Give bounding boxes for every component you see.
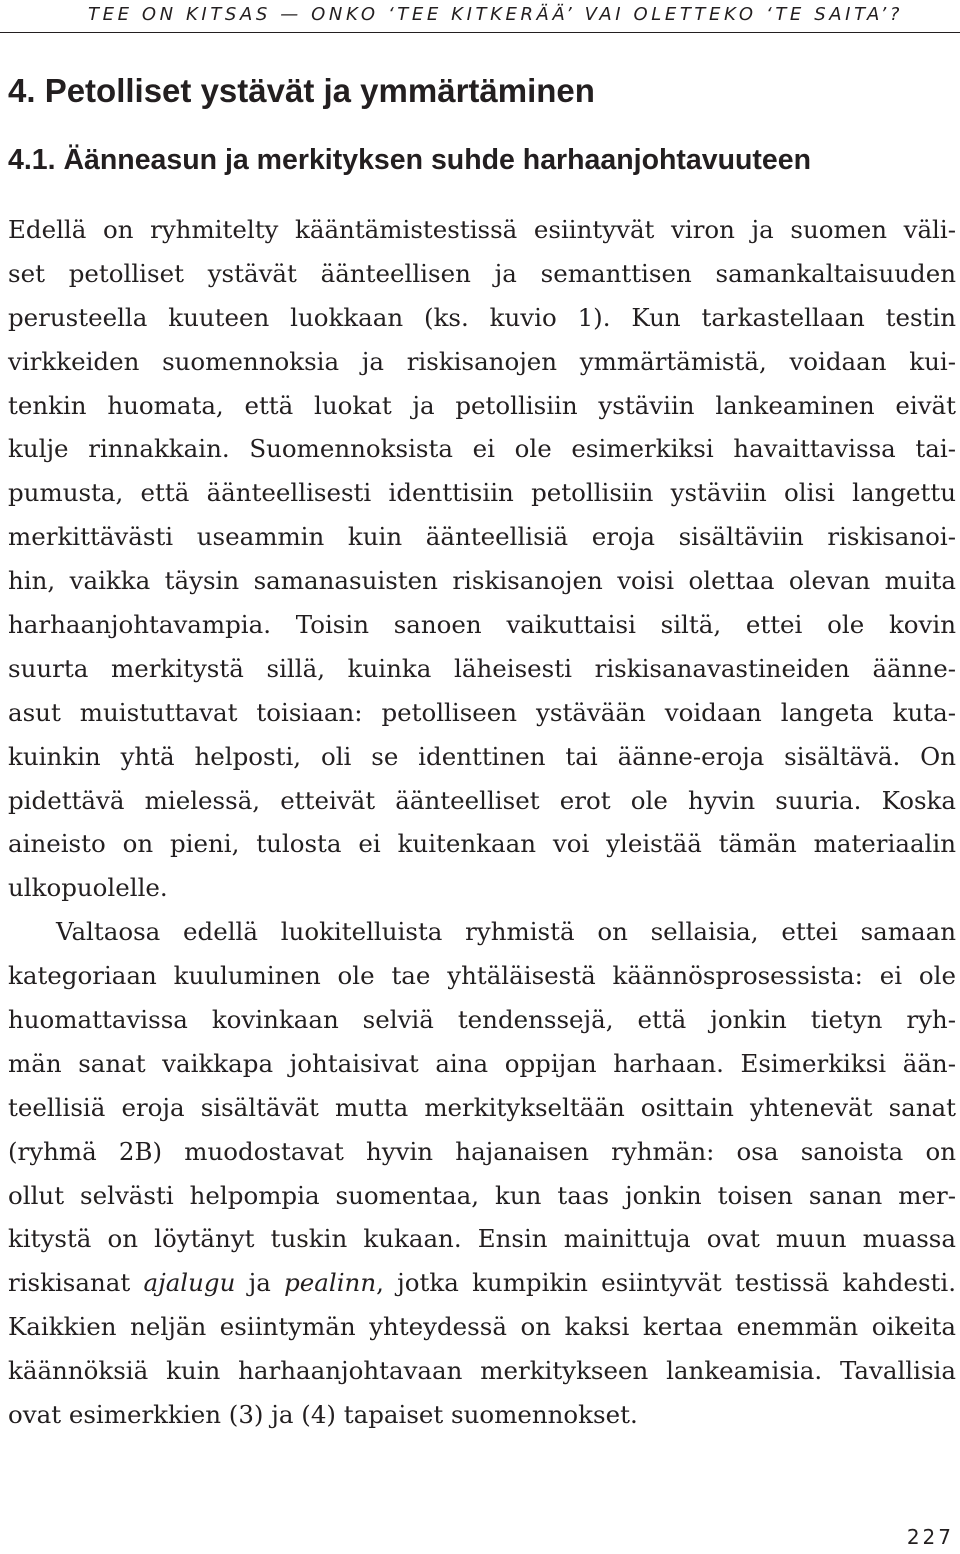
text-line: kategoriaan kuuluminen ole tae yhtäläisestä käännösprosessista: ei ole: [8, 961, 956, 991]
text-line: teellisiä eroja sisältävät mutta merkitykseltään osittain yhtenevät sanat: [8, 1092, 956, 1122]
paragraph-1: [8, 208, 956, 910]
text-line: pidettävä mielessä, etteivät äänteelliset erot ole hyvin suuria. Koska: [8, 785, 956, 815]
italic-term-ajalugu: ajalugu: [143, 1268, 236, 1298]
header-rule: [0, 32, 960, 33]
text-line: ovat esimerkkien (3) ja (4) tapaiset suomennokset.: [8, 1400, 638, 1430]
paragraph-2: [8, 910, 956, 1437]
text-line: Edellä on ryhmitelty kääntämistestissä esiintyvät viron ja suomen väli-: [8, 215, 956, 244]
text-line: merkittävästi useammin kuin äänteellisiä eroja sisältäviin riskisanoi-: [8, 522, 956, 552]
text-line: huomattavissa kovinkaan selviä tendenssejä, että jonkin tietyn ryh-: [8, 1005, 956, 1035]
text-segment: , jotka kumpikin esiintyvät testissä kahdesti.: [376, 1268, 956, 1298]
text-line: (ryhmä 2B) muodostavat hyvin hajanaisen ryhmän: osa sanoista on: [8, 1136, 956, 1166]
text-line: tenkin huomata, että luokat ja petollisiin ystäviin lankeaminen eivät: [8, 390, 956, 420]
text-line: virkkeiden suomennoksia ja riskisanojen ymmärtämistä, voidaan kui-: [8, 346, 956, 376]
text-segment: riskisanat: [8, 1268, 144, 1298]
text-line: kitystä on löytänyt tuskin kukaan. Ensin mainittuja ovat muun muassa: [8, 1224, 956, 1254]
text-line: Valtaosa edellä luokitelluista ryhmistä on sellaisia, ettei samaan: [56, 917, 956, 947]
running-head: TEE ON KITSAS — ONKO ‘TEE KITKERÄÄ’ VAI OLETTEKO ‘TE SAITA’?: [88, 4, 904, 25]
text-line: pumusta, että äänteellisesti identtisiin petollisiin ystäviin olisi langettu: [8, 478, 956, 508]
text-line: män sanat vaikkapa johtaisivat aina oppijan harhaan. Esimerkiksi ään-: [8, 1048, 956, 1078]
text-line: set petolliset ystävät äänteellisen ja semanttisen samankaltaisuuden: [8, 258, 956, 288]
text-line: Kaikkien neljän esiintymän yhteydessä on kaksi kertaa enemmän oikeita: [8, 1312, 956, 1342]
text-line: hin, vaikka täysin samanasuisten riskisanojen voisi olettaa olevan muita: [8, 566, 956, 596]
body-text: [8, 208, 956, 1437]
text-line: perusteella kuuteen luokkaan (ks. kuvio 1). Kun tarkastellaan testin: [8, 302, 956, 332]
section-heading: 4.1. Äänneasun ja merkityksen suhde harhaanjohtavuuteen: [8, 144, 812, 176]
text-line: asut muistuttavat toisiaan: petolliseen ystävään voidaan langeta kuta-: [8, 697, 956, 727]
text-line: kulje rinnakkain. Suomennoksista ei ole esimerkiksi havaittavissa tai-: [8, 434, 956, 464]
text-line: ollut selvästi helpompia suomentaa, kun taas jonkin toisen sanan mer-: [8, 1180, 956, 1210]
text-line: aineisto on pieni, tulosta ei kuitenkaan voi yleistää tämän materiaalin: [8, 829, 956, 859]
text-line: suurta merkitystä sillä, kuinka läheisesti riskisanavastineiden äänne-: [8, 653, 956, 683]
italic-term-pealinn: pealinn: [284, 1268, 377, 1298]
text-line: kuinkin yhtä helposti, oli se identtinen tai äänne-eroja sisältävä. On: [8, 741, 956, 771]
text-line: harhaanjohtavampia. Toisin sanoen vaikuttaisi siltä, ettei ole kovin: [8, 610, 956, 640]
chapter-heading: 4. Petolliset ystävät ja ymmärtäminen: [8, 72, 595, 109]
text-line: ulkopuolelle.: [8, 873, 168, 903]
text-segment: ja: [235, 1268, 285, 1298]
text-line-with-italics: [8, 1261, 956, 1305]
text-line: käännöksiä kuin harhaanjohtavaan merkitykseen lankeamisia. Tavallisia: [8, 1356, 956, 1386]
page-number: 227: [906, 1525, 954, 1549]
